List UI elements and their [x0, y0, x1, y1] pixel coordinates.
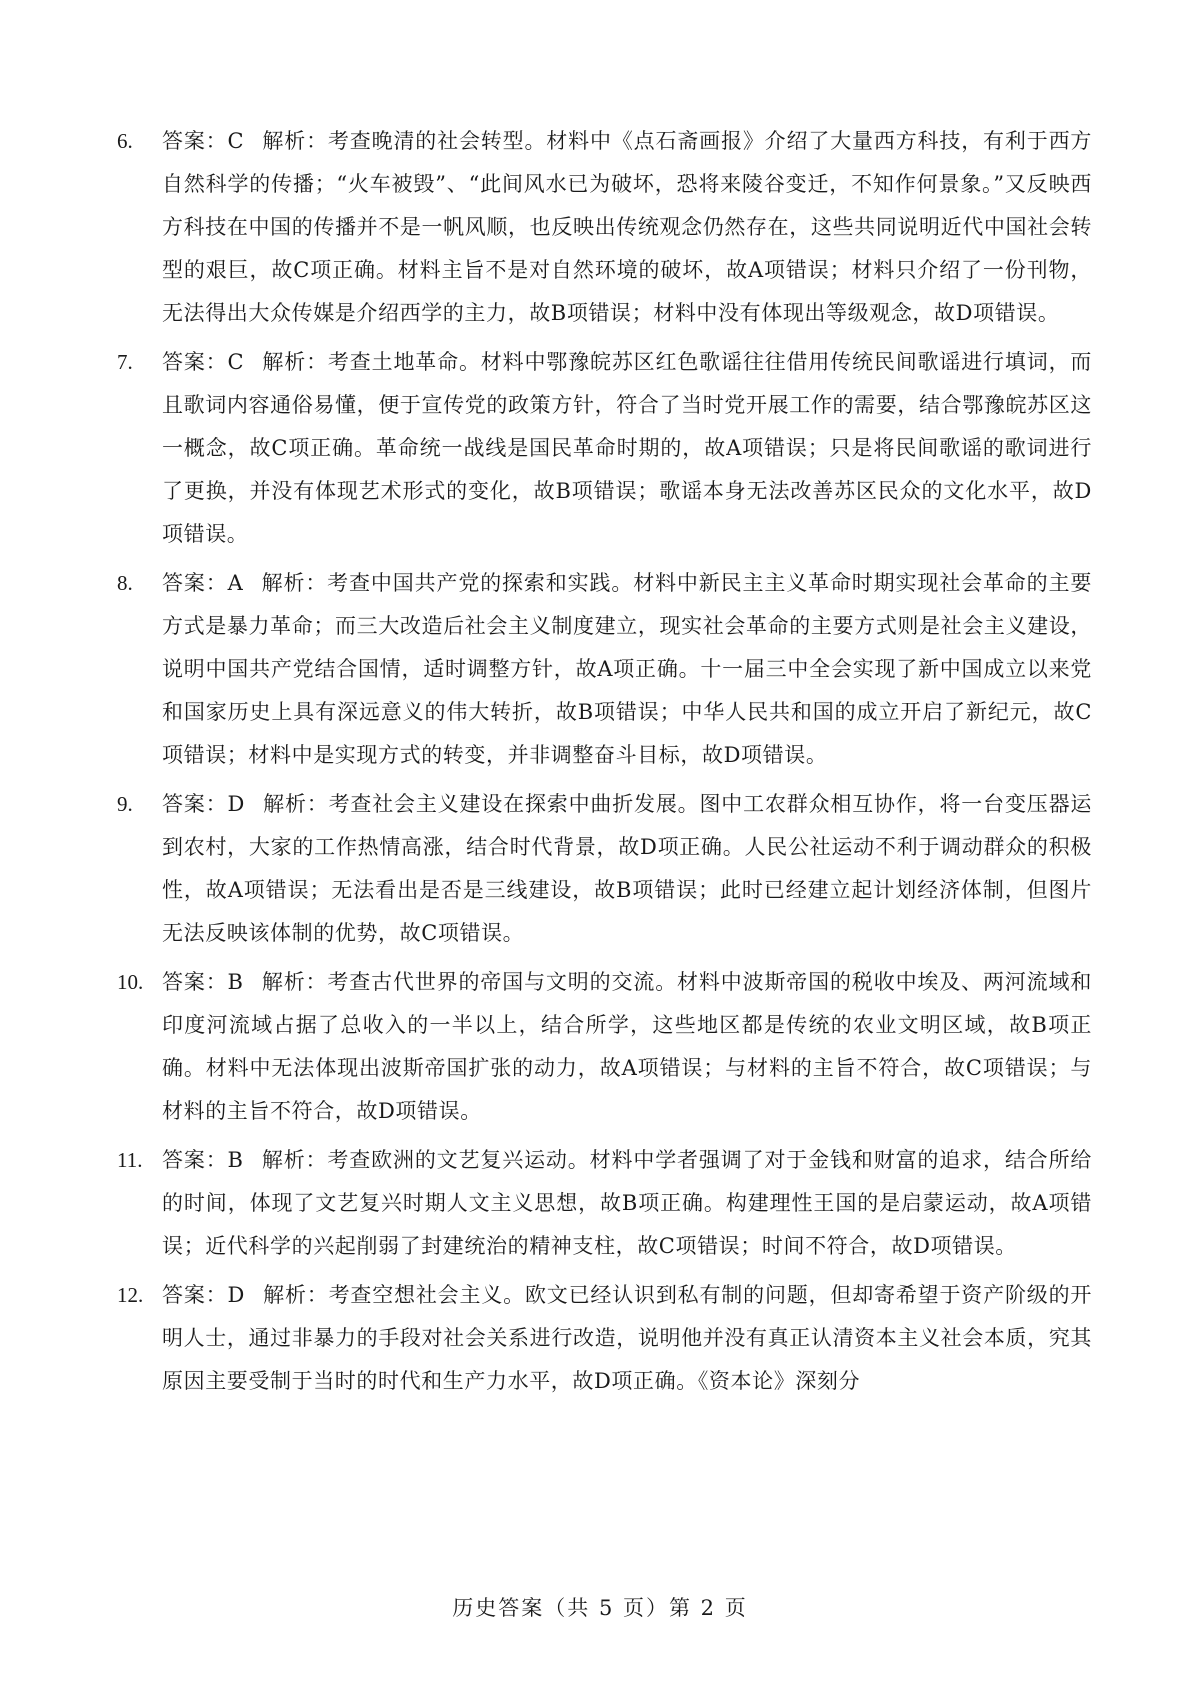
analysis-text: 解析：考查欧洲的文艺复兴运动。材料中学者强调了对于金钱和财富的追求，结合所给的时间，体现了文艺复兴时期人文主义思想，故B项正确。构建理性王国的是启蒙运动，故A项错误；近代科学的兴起削弱了封建统治的精神支柱，故C项错误；时间不符合，故D项错误。	[162, 1148, 1092, 1258]
answer-item-6	[117, 120, 1092, 335]
answer-item-7	[117, 341, 1092, 556]
answer-item-12	[117, 1274, 1092, 1403]
answer-label: 答案：A	[162, 571, 244, 595]
answer-label: 答案：B	[162, 970, 244, 994]
item-number: 11.	[117, 1148, 143, 1172]
item-number: 12.	[117, 1283, 144, 1307]
analysis-text: 解析：考查中国共产党的探索和实践。材料中新民主主义革命时期实现社会革命的主要方式是暴力革命；而三大改造后社会主义制度建立，现实社会革命的主要方式则是社会主义建设，说明中国共产党结合国情，适时调整方针，故A项正确。十一届三中全会实现了新中国成立以来党和国家历史上具有深远意义的伟大转折，故B项错误；中华人民共和国的成立开启了新纪元，故C项错误；材料中是实现方式的转变，并非调整奋斗目标，故D项错误。	[162, 571, 1092, 767]
item-body	[162, 1274, 1092, 1403]
item-body	[162, 783, 1092, 955]
analysis-text: 解析：考查空想社会主义。欧文已经认识到私有制的问题，但却寄希望于资产阶级的开明人士，通过非暴力的手段对社会关系进行改造，说明他并没有真正认清资本主义社会本质，究其原因主要受制于当时的时代和生产力水平，故D项正确。《资本论》深刻分	[162, 1283, 1093, 1393]
item-number: 9.	[117, 792, 133, 816]
answer-label: 答案：D	[162, 1283, 245, 1307]
item-body	[162, 1139, 1092, 1268]
item-number: 6.	[117, 129, 133, 153]
answer-label: 答案：D	[162, 792, 245, 816]
answer-label: 答案：B	[162, 1148, 244, 1172]
analysis-text: 解析：考查晚清的社会转型。材料中《点石斋画报》介绍了大量西方科技，有利于西方自然科学的传播；“火车被毁”、“此间风水已为破坏，恐将来陵谷变迁，不知作何景象。”又反映西方科技在中国的传播并不是一帆风顺，也反映出传统观念仍然存在，这些共同说明近代中国社会转型的艰巨，故C项正确。材料主旨不是对自然环境的破坏，故A项错误；材料只介绍了一份刊物，无法得出大众传媒是介绍西学的主力，故B项错误；材料中没有体现出等级观念，故D项错误。	[162, 129, 1093, 325]
analysis-text: 解析：考查社会主义建设在探索中曲折发展。图中工农群众相互协作，将一台变压器运到农村，大家的工作热情高涨，结合时代背景，故D项正确。人民公社运动不利于调动群众的积极性，故A项错误；无法看出是否是三线建设，故B项错误；此时已经建立起计划经济体制，但图片无法反映该体制的优势，故C项错误。	[162, 792, 1093, 945]
item-body	[162, 341, 1092, 556]
answer-item-11	[117, 1139, 1092, 1268]
answer-item-10	[117, 961, 1092, 1133]
answer-item-8	[117, 562, 1092, 777]
item-body	[162, 120, 1092, 335]
item-number: 8.	[117, 571, 133, 595]
answer-label: 答案：C	[162, 350, 245, 374]
answer-label: 答案：C	[162, 129, 245, 153]
item-number: 7.	[117, 350, 133, 374]
answer-item-9	[117, 783, 1092, 955]
item-number: 10.	[117, 970, 144, 994]
page-footer: 历史答案（共 5 页）第 2 页	[452, 1596, 748, 1620]
analysis-text: 解析：考查土地革命。材料中鄂豫皖苏区红色歌谣往往借用传统民间歌谣进行填词，而且歌词内容通俗易懂，便于宣传党的政策方针，符合了当时党开展工作的需要，结合鄂豫皖苏区这一概念，故C项正确。革命统一战线是国民革命时期的，故A项错误；只是将民间歌谣的歌词进行了更换，并没有体现艺术形式的变化，故B项错误；歌谣本身无法改善苏区民众的文化水平，故D项错误。	[162, 350, 1093, 546]
item-body	[162, 562, 1092, 777]
item-body	[162, 961, 1092, 1133]
analysis-text: 解析：考查古代世界的帝国与文明的交流。材料中波斯帝国的税收中埃及、两河流域和印度河流域占据了总收入的一半以上，结合所学，这些地区都是传统的农业文明区域，故B项正确。材料中无法体现出波斯帝国扩张的动力，故A项错误；与材料的主旨不符合，故C项错误；与材料的主旨不符合，故D项错误。	[162, 970, 1092, 1123]
